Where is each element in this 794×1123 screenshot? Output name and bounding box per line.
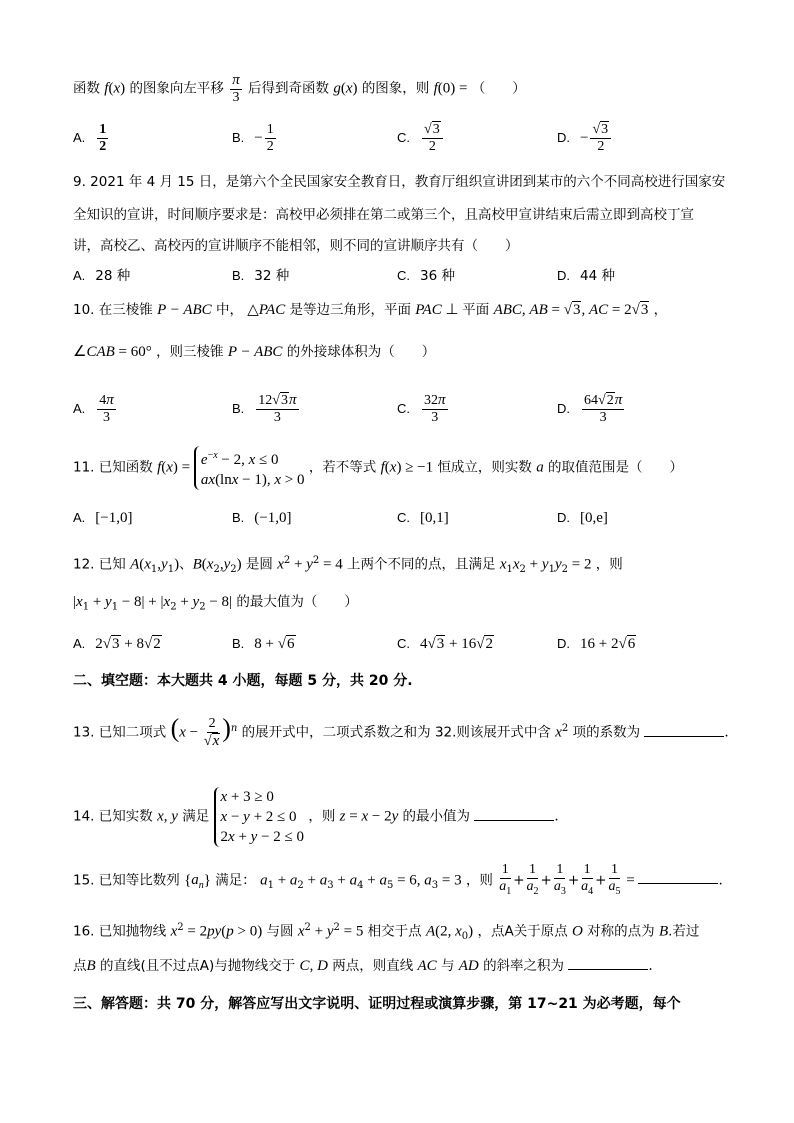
q16-line1: 16. 已知抛物线 $x^2 = 2py(p > 0)$ 与圆 $x^2 + y^2 = 5$ 相交于点 A(2, $x_0$) ，点A关于原点 O 对称的点为 B.若过 [73, 922, 700, 943]
q8-stem-prefix: 函数 [73, 80, 100, 97]
q10-line1: 10. 在三棱锥 P − ABC 中， △PAC 是等边三角形，平面 PAC ⊥ 平面 ABC, AB = √3, AC = 2√3 ， [73, 302, 668, 318]
pi-over-3: $\frac{\pi}{3}$ [232, 72, 240, 105]
q9-option-a: A. 28 种 [73, 268, 131, 284]
piecewise-brace: $e^{-x} - 2$, x ≤ 0 ax(lnx − 1), x > 0 [194, 446, 305, 490]
q10-option-b: B. $\frac{12√3\pi}{3}$ [232, 392, 297, 425]
section3-heading: 三、解答题：共 70 分，解答应写出文字说明、证明过程或演算步骤，第 17~21 为必考题，每个 [73, 996, 681, 1012]
q8-stem-end: （ ） [471, 80, 526, 97]
section2-heading: 二、填空题：本大题共 4 小题，每题 5 分，共 20 分. [73, 673, 413, 689]
q9-line1: 9. 2021 年 4 月 15 日，是第六个全民国家安全教育日，教育厅组织宣讲团到某市的六个不同高校进行国家安 [73, 174, 726, 190]
q8-stem-mid2: 后得到奇函数 [248, 80, 330, 97]
q12-line1: 12. 已知 $A(x_1,y_1)$、$B(x_2,y_2)$ 是圆 $x^2 + y^2 = 4$ 上两个不同的点，且满足 $x_1x_2 + y_1y_2 = 2$ ，则 [73, 555, 623, 576]
q8-stem-mid1: 的图象向左平移 [129, 80, 224, 97]
q13-answer-blank[interactable] [644, 722, 724, 737]
q16-line2: 点B 的直线(且不过点A)与抛物线交于 C, D 两点，则直线 AC 与 AD 的斜率之积为 . [73, 955, 653, 976]
q9-line3: 讲，高校乙、高校丙的宣讲顺序不能相邻，则不同的宣讲顺序共有（ ） [73, 238, 519, 254]
q11-option-c: C. [0,1] [397, 510, 449, 526]
q10-line2: ∠CAB = 60° ，则三棱锥 P − ABC 的外接球体积为（ ） [73, 344, 436, 360]
q15-answer-blank[interactable] [638, 869, 718, 884]
q8-stem: 函数 f(x) 的图象向左平移 $\frac{\pi}{3}$ 后得到奇函数 g(x) 的图象，则 f(0) = （ ） [73, 72, 526, 105]
q12-line2: $|x_1 + y_1 - 8| + |x_2 + y_2 - 8|$ 的最大值为（ ） [73, 594, 358, 613]
q9-option-c: C. 36 种 [397, 268, 455, 284]
q9-option-d: D. 44 种 [557, 268, 615, 284]
q12-option-c: C. 4√3 + 16√2 [397, 636, 493, 652]
q11-option-b: B. (−1,0] [232, 510, 292, 526]
constraint-brace: x + 3 ≥ 0 x − y + 2 ≤ 0 2x + y − 2 ≤ 0 [214, 787, 305, 847]
q8-option-b: B. − $\frac{1}{2}$ [232, 122, 274, 154]
q12-option-d: D. 16 + 2√6 [557, 636, 636, 652]
q14-answer-blank[interactable] [474, 806, 554, 821]
q10-option-c: C. $\frac{32\pi}{3}$ [397, 392, 446, 425]
q8-option-c: C. $\frac{√3}{2}$ [397, 122, 445, 155]
q11-option-d: D. [0,e] [557, 510, 608, 526]
q10-option-a: A. $\frac{4\pi}{3}$ [73, 392, 114, 425]
q14: 14. 已知实数 x, y 满足 x + 3 ≥ 0 x − y + 2 ≤ 0 2x + y − 2 ≤ 0 ，则 z = x − 2y 的最小值为 . [73, 789, 559, 845]
q8-option-d: D. − $\frac{√3}{2}$ [557, 122, 613, 155]
q8-stem-mid3: 的图象，则 [361, 80, 430, 97]
q15: 15. 已知等比数列 $\{a_n\}$ 满足： $a_1 + a_2 + a_3 + a_4 + a_5 = 6$, $a_3 = 3$ ，则 $\frac{1}{a_1}$ + $\frac{1}{a_2}$ + $\frac{1}{a_3}$ + $\frac{1}{a_4}$ + $\frac{1}{a_5}$ = . [73, 862, 723, 897]
q16-answer-blank[interactable] [568, 955, 648, 970]
q10-option-d: D. $\frac{64√2\pi}{3}$ [557, 392, 623, 425]
q12-option-b: B. 8 + √6 [232, 636, 295, 652]
q11-option-a: A. [−1,0] [73, 510, 133, 526]
q9-option-b: B. 32 种 [232, 268, 290, 284]
q9-line2: 全知识的宣讲，时间顺序要求是：高校甲必须排在第二或第三个，且高校甲宣讲结束后需立即到高校丁宣 [73, 207, 694, 223]
q11-stem: 11. 已知函数 $f(x) = e^{-x} - 2$, x ≤ 0 ax(lnx − 1), x > 0 ，若不等式 f(x) ≥ −1 恒成立，则实数 a 的取值范围是（ ） [73, 446, 683, 490]
q12-option-a: A. 2√3 + 8√2 [73, 636, 161, 652]
q8-option-a: A. $\frac{1}{2}$ [73, 122, 107, 154]
q13: 13. 已知二项式 (x − $\frac{2}{√x}$ )$^n$ 的展开式中，二项式系数之和为 32.则该展开式中含 $x^2$ 项的系数为 . [73, 713, 729, 749]
